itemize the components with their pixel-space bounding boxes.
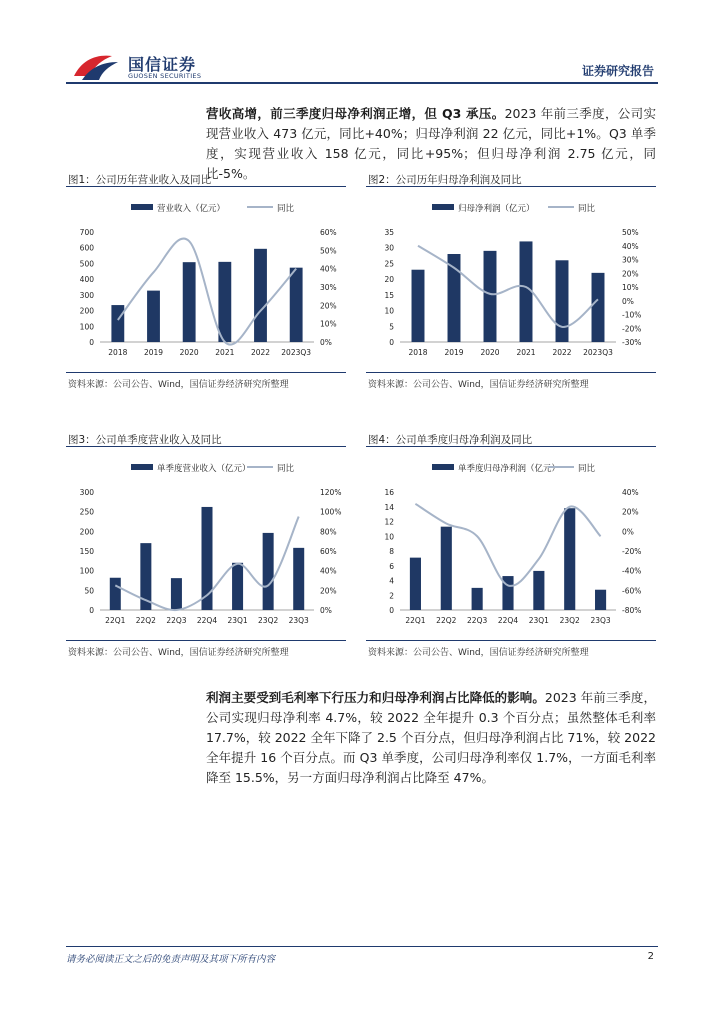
figure-2-chart bbox=[366, 190, 658, 370]
x-tick-label: 23Q2 bbox=[559, 616, 580, 625]
x-tick-label: 22Q4 bbox=[196, 616, 218, 625]
x-tick-label: 23Q1 bbox=[227, 616, 248, 625]
x-tick-label: 23Q3 bbox=[590, 616, 611, 625]
y-left-tick-label: 10 bbox=[384, 306, 394, 316]
x-tick-label: 23Q1 bbox=[528, 616, 549, 625]
legend-bar-label: 营业收入（亿元） bbox=[157, 204, 226, 214]
x-tick-label: 22Q4 bbox=[497, 616, 519, 625]
y-right-tick-label: 40% bbox=[622, 488, 639, 497]
figure-3-bottom-rule bbox=[66, 640, 346, 641]
bar bbox=[290, 268, 303, 342]
y-right-tick-label: 120% bbox=[320, 488, 342, 497]
bar bbox=[564, 508, 575, 610]
x-tick-label: 2019 bbox=[444, 348, 464, 357]
paragraph-revenue-body: 2023 年前三季度，公司实现营业收入 473 亿元，同比+40%；归母净利润 22 亿元，同比+1%。Q3 单季度，实现营业收入 158 亿元，同比+95%；但归母净利润 2.75 亿元，同比-5%。 bbox=[206, 106, 656, 181]
x-tick-label: 22Q1 bbox=[405, 616, 426, 625]
y-left-tick-label: 30 bbox=[384, 243, 394, 253]
header-divider bbox=[66, 82, 658, 84]
y-left-tick-label: 300 bbox=[79, 290, 94, 300]
bar bbox=[484, 251, 497, 342]
x-tick-label: 2019 bbox=[143, 348, 164, 357]
bar bbox=[111, 305, 124, 342]
bar bbox=[293, 548, 304, 610]
y-right-tick-label: 60% bbox=[320, 547, 337, 556]
y-right-tick-label: 0% bbox=[320, 606, 332, 615]
x-tick-label: 2023Q3 bbox=[583, 348, 613, 357]
y-right-tick-label: 40% bbox=[320, 566, 337, 576]
bar bbox=[183, 262, 196, 342]
bar bbox=[595, 590, 606, 610]
figure-2-rule bbox=[366, 186, 656, 187]
y-right-tick-label: 20% bbox=[320, 586, 337, 596]
legend-bar-label: 归母净利润（亿元） bbox=[458, 204, 535, 214]
y-right-tick-label: 30% bbox=[320, 283, 337, 292]
figure-2-source: 资料来源：公司公告、Wind，国信证券经济研究所整理 bbox=[368, 380, 589, 390]
x-tick-label: 2020 bbox=[480, 348, 500, 357]
figure-1-title: 图1：公司历年营业收入及同比 bbox=[68, 174, 212, 186]
legend-bar-swatch bbox=[131, 464, 153, 470]
y-left-tick-label: 16 bbox=[384, 488, 394, 497]
y-right-tick-label: -10% bbox=[622, 310, 642, 320]
y-right-tick-label: 20% bbox=[622, 507, 639, 517]
y-left-tick-label: 300 bbox=[79, 488, 94, 497]
y-left-tick-label: 100 bbox=[79, 322, 94, 332]
y-right-tick-label: 0% bbox=[320, 338, 332, 347]
bar bbox=[232, 563, 243, 610]
y-left-tick-label: 0 bbox=[389, 338, 394, 347]
y-right-tick-label: -40% bbox=[622, 566, 642, 576]
y-left-tick-label: 150 bbox=[79, 547, 94, 556]
page-number: 2 bbox=[647, 951, 654, 962]
y-left-tick-label: 8 bbox=[389, 547, 394, 556]
x-tick-label: 22Q2 bbox=[436, 616, 457, 625]
bar bbox=[254, 249, 267, 342]
x-tick-label: 23Q3 bbox=[288, 616, 309, 625]
report-type: 证券研究报告 bbox=[581, 64, 654, 78]
y-left-tick-label: 700 bbox=[79, 228, 94, 237]
figure-4-source: 资料来源：公司公告、Wind，国信证券经济研究所整理 bbox=[368, 648, 589, 658]
page-header bbox=[0, 0, 724, 92]
x-tick-label: 2023Q3 bbox=[281, 348, 312, 357]
y-left-tick-label: 5 bbox=[389, 322, 394, 332]
y-right-tick-label: -20% bbox=[622, 324, 642, 334]
y-right-tick-label: 30% bbox=[622, 255, 639, 265]
bar bbox=[441, 527, 452, 610]
y-right-tick-label: 60% bbox=[320, 228, 337, 237]
y-right-tick-label: 40% bbox=[622, 241, 639, 251]
x-tick-label: 22Q3 bbox=[166, 616, 187, 625]
x-tick-label: 22Q3 bbox=[467, 616, 488, 625]
figure-2-title: 图2：公司历年归母净利润及同比 bbox=[368, 174, 522, 186]
bar bbox=[412, 270, 425, 342]
y-right-tick-label: -30% bbox=[622, 338, 642, 347]
y-left-tick-label: 100 bbox=[79, 566, 94, 576]
y-right-tick-label: 80% bbox=[320, 527, 337, 537]
y-left-tick-label: 4 bbox=[389, 576, 394, 586]
figure-2-bottom-rule bbox=[366, 372, 656, 373]
figure-3-source: 资料来源：公司公告、Wind，国信证券经济研究所整理 bbox=[68, 648, 289, 658]
y-left-tick-label: 250 bbox=[79, 507, 94, 517]
bar bbox=[110, 578, 121, 610]
bar bbox=[533, 571, 544, 610]
paragraph-profit bbox=[206, 688, 656, 788]
paragraph-revenue-lead: 营收高增，前三季度归母净利润正增，但 Q3 承压。 bbox=[206, 106, 505, 121]
x-tick-label: 22Q1 bbox=[105, 616, 126, 625]
legend-bar-label: 单季度归母净利润（亿元） bbox=[458, 464, 561, 474]
y-left-tick-label: 2 bbox=[389, 591, 394, 601]
figure-4-chart bbox=[366, 450, 658, 638]
y-left-tick-label: 35 bbox=[384, 228, 394, 237]
y-left-tick-label: 25 bbox=[384, 259, 394, 269]
x-tick-label: 2021 bbox=[516, 348, 536, 357]
legend-bar-swatch bbox=[432, 464, 454, 470]
legend-line-label: 同比 bbox=[277, 464, 295, 474]
y-right-tick-label: 100% bbox=[320, 507, 342, 517]
y-right-tick-label: 50% bbox=[320, 246, 337, 256]
figure-1-source: 资料来源：公司公告、Wind，国信证券经济研究所整理 bbox=[68, 380, 289, 390]
figure-1-rule bbox=[66, 186, 346, 187]
x-tick-label: 2020 bbox=[179, 348, 199, 357]
y-right-tick-label: -60% bbox=[622, 586, 642, 596]
bar bbox=[147, 291, 160, 342]
figure-1-chart bbox=[66, 190, 356, 370]
figure-3-rule bbox=[66, 446, 346, 447]
bar bbox=[472, 588, 483, 610]
y-left-tick-label: 0 bbox=[89, 606, 94, 615]
paragraph-profit-lead: 利润主要受到毛利率下行压力和归母净利润占比降低的影响。 bbox=[206, 690, 545, 705]
y-left-tick-label: 200 bbox=[79, 306, 94, 316]
bar bbox=[263, 533, 274, 610]
legend-bar-swatch bbox=[131, 204, 153, 210]
y-left-tick-label: 0 bbox=[389, 606, 394, 615]
x-tick-label: 22Q2 bbox=[135, 616, 156, 625]
legend-bar-label: 单季度营业收入（亿元） bbox=[157, 464, 251, 474]
y-left-tick-label: 6 bbox=[389, 561, 394, 571]
y-left-tick-label: 14 bbox=[384, 502, 394, 512]
y-right-tick-label: 10% bbox=[622, 283, 639, 292]
y-left-tick-label: 0 bbox=[89, 338, 94, 347]
legend-bar-swatch bbox=[432, 204, 454, 210]
bar bbox=[410, 558, 421, 610]
x-tick-label: 23Q2 bbox=[258, 616, 279, 625]
x-tick-label: 2022 bbox=[552, 348, 572, 357]
figure-4-rule bbox=[366, 446, 656, 447]
y-left-tick-label: 400 bbox=[79, 275, 94, 285]
footer-divider bbox=[66, 946, 658, 947]
figure-3-title: 图3：公司单季度营业收入及同比 bbox=[68, 434, 222, 446]
y-right-tick-label: 50% bbox=[622, 228, 639, 237]
footer-disclaimer: 请务必阅读正文之后的免责声明及其项下所有内容 bbox=[66, 954, 276, 965]
legend-line-label: 同比 bbox=[578, 204, 596, 214]
y-right-tick-label: 0% bbox=[622, 527, 634, 537]
brand-name-en: GUOSEN SECURITIES bbox=[128, 72, 202, 80]
bar bbox=[171, 578, 182, 610]
y-left-tick-label: 12 bbox=[384, 517, 394, 527]
x-tick-label: 2018 bbox=[108, 348, 128, 357]
bar bbox=[556, 260, 569, 342]
yoy-line bbox=[418, 246, 598, 327]
bar bbox=[592, 273, 605, 342]
y-right-tick-label: -20% bbox=[622, 547, 642, 556]
figure-4-title: 图4：公司单季度归母净利润及同比 bbox=[368, 434, 533, 446]
y-right-tick-label: 0% bbox=[622, 296, 634, 306]
figure-3-chart bbox=[66, 450, 356, 638]
figure-1-bottom-rule bbox=[66, 372, 346, 373]
y-right-tick-label: 10% bbox=[320, 319, 337, 329]
legend-line-label: 同比 bbox=[277, 204, 295, 214]
y-left-tick-label: 50 bbox=[84, 586, 94, 596]
x-tick-label: 2021 bbox=[215, 348, 235, 357]
y-right-tick-label: -80% bbox=[622, 606, 642, 615]
y-left-tick-label: 600 bbox=[79, 243, 94, 253]
y-right-tick-label: 20% bbox=[320, 301, 337, 311]
bar bbox=[218, 262, 231, 342]
y-right-tick-label: 20% bbox=[622, 269, 639, 279]
y-right-tick-label: 40% bbox=[320, 264, 337, 274]
y-left-tick-label: 10 bbox=[384, 532, 394, 542]
y-left-tick-label: 200 bbox=[79, 527, 94, 537]
y-left-tick-label: 500 bbox=[79, 259, 94, 269]
yoy-line bbox=[118, 239, 296, 345]
y-left-tick-label: 20 bbox=[384, 275, 394, 285]
legend-line-label: 同比 bbox=[578, 464, 596, 474]
paragraph-profit-body: 2023 年前三季度，公司实现归母净利率 4.7%，较 2022 全年提升 0.3 个百分点；虽然整体毛利率 17.7%，较 2022 全年下降了 2.5 个百分点，但归母净利润占比 71%，较 2022 全年提升 16 个百分点。而 Q3 单季度，公司归母净利率仅 1.7%，一方面毛利率降至 15.5%，另一方面归母净利润占比降至 47%。 bbox=[206, 690, 656, 785]
y-left-tick-label: 15 bbox=[384, 290, 394, 300]
figure-4-bottom-rule bbox=[366, 640, 656, 641]
x-tick-label: 2018 bbox=[408, 348, 428, 357]
brand-name-cn: 国信证券 bbox=[128, 55, 197, 74]
x-tick-label: 2022 bbox=[250, 348, 271, 357]
guosen-logo-icon bbox=[72, 50, 122, 84]
